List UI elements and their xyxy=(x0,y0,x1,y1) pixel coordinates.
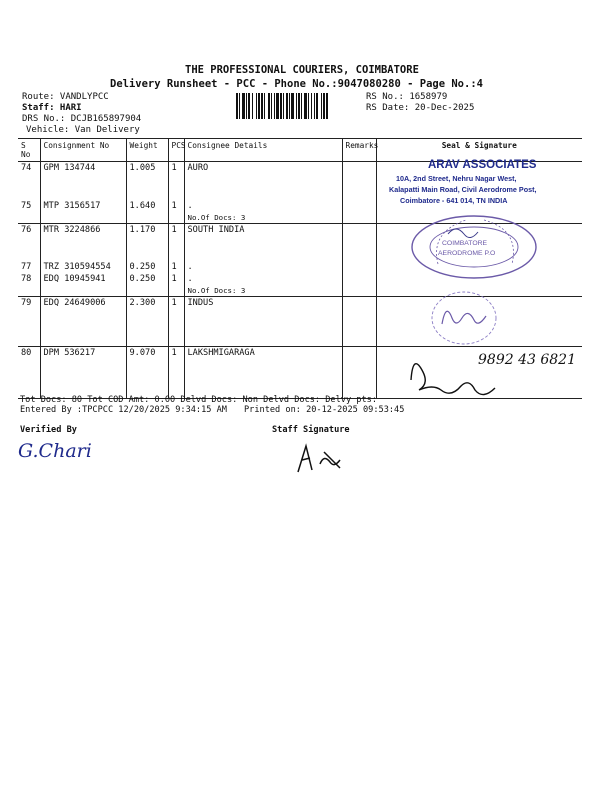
cell-consignee: SOUTH INDIA xyxy=(184,223,342,261)
staff-signature-label: Staff Signature xyxy=(272,425,350,435)
col-seal-signature: Seal & Signature xyxy=(376,139,582,162)
arav-stamp-line3: Coimbatore - 641 014, TN INDIA xyxy=(400,196,508,205)
cell-consignee: . xyxy=(184,273,342,285)
cell-pcs: 1 xyxy=(168,273,184,285)
cell-weight: 1.640 xyxy=(126,200,168,212)
cell-consignment: DPM 536217 xyxy=(40,347,126,399)
cell-sno: 74 xyxy=(21,163,32,173)
entered-by: Entered By :TPCPCC 12/20/2025 9:34:15 AM xyxy=(20,405,227,415)
cell-weight: 9.070 xyxy=(126,347,168,399)
cell-consignee: . xyxy=(184,200,342,212)
cell-pcs: 1 xyxy=(168,162,184,200)
cell-sno: 77 xyxy=(21,262,32,272)
cell-consignment: EDQ 10945941 xyxy=(40,273,126,285)
cell-pcs: 1 xyxy=(168,261,184,273)
cell-pcs: 1 xyxy=(168,223,184,261)
round-stamp-line1: COIMBATORE xyxy=(442,240,488,247)
cell-consignee: INDUS xyxy=(184,297,342,347)
rs-number: RS No.: 1658979 xyxy=(366,92,448,102)
verified-by-label: Verified By xyxy=(20,425,77,435)
cell-sno: 76 xyxy=(21,224,32,235)
cell-weight: 0.250 xyxy=(126,261,168,273)
cell-weight: 2.300 xyxy=(126,297,168,347)
cell-weight: 1.170 xyxy=(126,223,168,261)
verifier-signature: G.Chari xyxy=(18,440,92,462)
cell-consignment: EDQ 24649006 xyxy=(40,297,126,347)
indus-stamp-icon xyxy=(428,288,504,348)
arav-stamp-line2: Kalapatti Main Road, Civil Aerodrome Post, xyxy=(389,185,537,194)
col-pcs: PCS xyxy=(168,139,184,162)
arav-stamp-line1: 10A, 2nd Street, Nehru Nagar West, xyxy=(396,174,517,183)
cell-sno: 75 xyxy=(21,200,32,211)
staff-label: Staff: HARI xyxy=(22,103,82,113)
col-remarks: Remarks xyxy=(342,139,376,162)
totals-line: Tot Docs: 80 Tot COD Amt: 0.00 Delvd Docs: Non Delvd Docs: Delvy pts: xyxy=(20,395,377,405)
cell-pcs: 1 xyxy=(168,200,184,212)
handwritten-number: 9892 43 6821 xyxy=(478,352,576,368)
cell-consignment: MTR 3224866 xyxy=(40,223,126,261)
docs-count: No.Of Docs: 3 xyxy=(184,285,342,297)
round-stamp-line2: AERODROME P.O xyxy=(438,250,496,257)
rs-date: RS Date: 20-Dec-2025 xyxy=(366,103,475,113)
col-sno: S No xyxy=(18,139,40,162)
col-consignment: Consignment No xyxy=(40,139,126,162)
round-stamp-icon xyxy=(408,212,540,282)
barcode xyxy=(236,93,362,119)
cell-weight: 0.250 xyxy=(126,273,168,285)
col-consignee: Consignee Details xyxy=(184,139,342,162)
vehicle-label: Vehicle: Van Delivery xyxy=(26,125,140,135)
col-weight: Weight xyxy=(126,139,168,162)
docs-count: No.Of Docs: 3 xyxy=(184,212,342,224)
drs-number: DRS No.: DCJB165897904 xyxy=(22,114,142,124)
cell-consignee: . xyxy=(184,261,342,273)
cell-consignment: TRZ 310594554 xyxy=(40,261,126,273)
cell-consignment: GPM 134744 xyxy=(40,162,126,200)
cell-pcs: 1 xyxy=(168,347,184,399)
cell-consignee: LAKSHMIGARAGA xyxy=(184,347,342,399)
page-title: THE PROFESSIONAL COURIERS, COIMBATORE xyxy=(185,64,419,76)
cell-sno: 78 xyxy=(21,274,32,284)
route-label: Route: VANDLYPCC xyxy=(22,92,109,102)
runsheet-subtitle: Delivery Runsheet - PCC - Phone No.:9047080280 - Page No.:4 xyxy=(110,78,483,90)
cell-sno: 79 xyxy=(18,297,40,347)
staff-signature-icon xyxy=(294,440,354,476)
cell-consignee: AURO xyxy=(184,162,342,200)
printed-on: Printed on: 20-12-2025 09:53:45 xyxy=(244,405,405,415)
cell-pcs: 1 xyxy=(168,297,184,347)
cell-consignment: MTP 3156517 xyxy=(40,200,126,212)
cell-weight: 1.005 xyxy=(126,162,168,200)
arav-stamp-name: ARAV ASSOCIATES xyxy=(428,159,537,171)
cell-sno: 80 xyxy=(18,347,40,399)
